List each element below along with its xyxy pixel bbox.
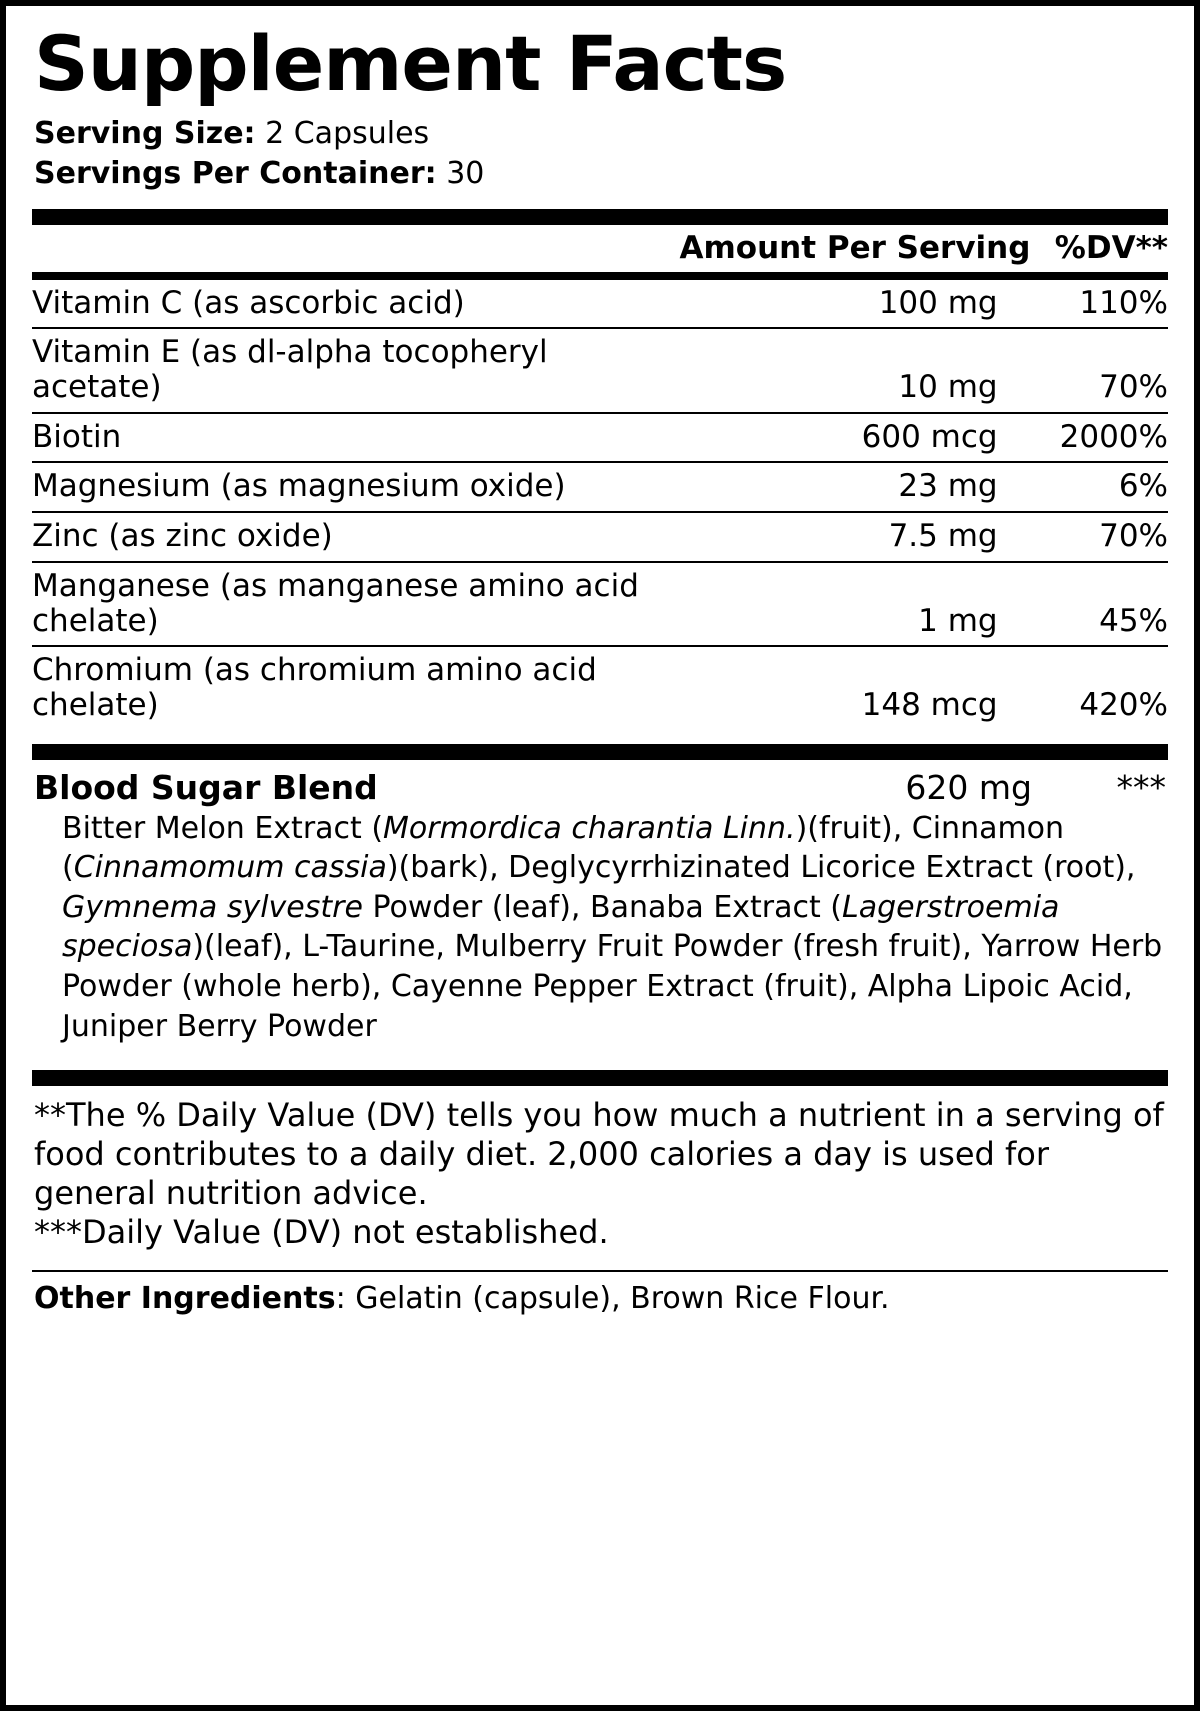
servings-per-container-label: Servings Per Container:	[34, 156, 437, 192]
header-daily-value: %DV**	[1054, 229, 1168, 266]
serving-size-value: 2 Capsules	[265, 115, 430, 151]
nutrient-amount: 148 mcg	[861, 686, 998, 723]
divider-under-header	[32, 272, 1168, 280]
table-row	[32, 413, 1168, 463]
blend-dv: ***	[1116, 767, 1166, 807]
divider-thick-footnote	[32, 1070, 1168, 1086]
nutrient-amount: 1 mg	[680, 562, 998, 646]
blend-amount: 620 mg	[905, 767, 1032, 807]
header-blank	[32, 225, 680, 272]
page-title: Supplement Facts	[34, 19, 787, 108]
nutrients-rows	[32, 280, 1168, 730]
other-ingredients-value: : Gelatin (capsule), Brown Rice Flour.	[335, 1281, 890, 1317]
divider-thick-top	[32, 209, 1168, 225]
divider-thick-blend	[32, 744, 1168, 760]
nutrient-amount: 23 mg	[680, 462, 998, 512]
nutrients-table	[32, 225, 1168, 272]
nutrient-name: Biotin	[32, 413, 680, 463]
nutrient-dv: 70%	[998, 328, 1168, 412]
blend-header-row	[32, 760, 1168, 807]
table-header-row	[32, 225, 1168, 272]
nutrient-dv: 6%	[998, 462, 1168, 512]
other-ingredients	[32, 1272, 1168, 1318]
nutrient-name: Magnesium (as magnesium oxide)	[32, 462, 680, 512]
servings-per-container-value: 30	[446, 156, 485, 192]
nutrient-dv: 420%	[1079, 686, 1168, 723]
nutrient-dv: 45%	[998, 562, 1168, 646]
nutrient-dv: 70%	[998, 512, 1168, 562]
footnote-not-established: ***Daily Value (DV) not established.	[34, 1213, 609, 1252]
table-row	[32, 280, 1168, 329]
nutrient-name: Vitamin E (as dl-alpha tocopheryl acetate)	[32, 328, 680, 412]
nutrient-name: Vitamin C (as ascorbic acid)	[32, 280, 680, 329]
nutrient-dv: 2000%	[998, 413, 1168, 463]
table-row	[32, 328, 1168, 412]
nutrient-amount: 600 mcg	[680, 413, 998, 463]
table-row	[32, 512, 1168, 562]
header-amount-per-serving: Amount Per Serving	[679, 229, 1031, 266]
table-row	[32, 646, 1168, 729]
footnotes	[32, 1086, 1168, 1252]
table-row	[32, 462, 1168, 512]
blend-name: Blood Sugar Blend	[34, 767, 378, 807]
nutrient-name: Chromium (as chromium amino acid chelate)	[32, 652, 597, 723]
nutrient-amount: 100 mg	[680, 280, 998, 329]
table-row	[32, 562, 1168, 646]
footnote-daily-value: **The % Daily Value (DV) tells you how much a nutrient in a serving of food contributes to a daily diet. 2,000 calories a day is used for general nutrition advice.	[34, 1096, 1164, 1213]
servings-per-container-line	[34, 154, 1168, 195]
nutrient-amount: 10 mg	[680, 328, 998, 412]
nutrient-dv: 110%	[998, 280, 1168, 329]
nutrient-name: Manganese (as manganese amino acid chelate)	[32, 562, 680, 646]
nutrient-name: Zinc (as zinc oxide)	[32, 512, 680, 562]
other-ingredients-label: Other Ingredients	[34, 1281, 336, 1317]
nutrient-amount: 7.5 mg	[680, 512, 998, 562]
blend-ingredients: Bitter Melon Extract (Mormordica charantia Linn.)(fruit), Cinnamon (Cinnamomum cassia)(bark), Deglycyrrhizinated Licorice Extract (root), Gymnema sylvestre Powder (leaf), Banaba Extract (Lagerstroemia speciosa)(leaf), L-Taurine, Mulberry Fruit Powder (fresh fruit), Yarrow Herb Powder (whole herb), Cayenne Pepper Extract (fruit), Alpha Lipoic Acid, Juniper Berry Powder	[62, 810, 1163, 1044]
serving-size-line	[34, 114, 1168, 155]
serving-size-label: Serving Size:	[34, 115, 256, 151]
